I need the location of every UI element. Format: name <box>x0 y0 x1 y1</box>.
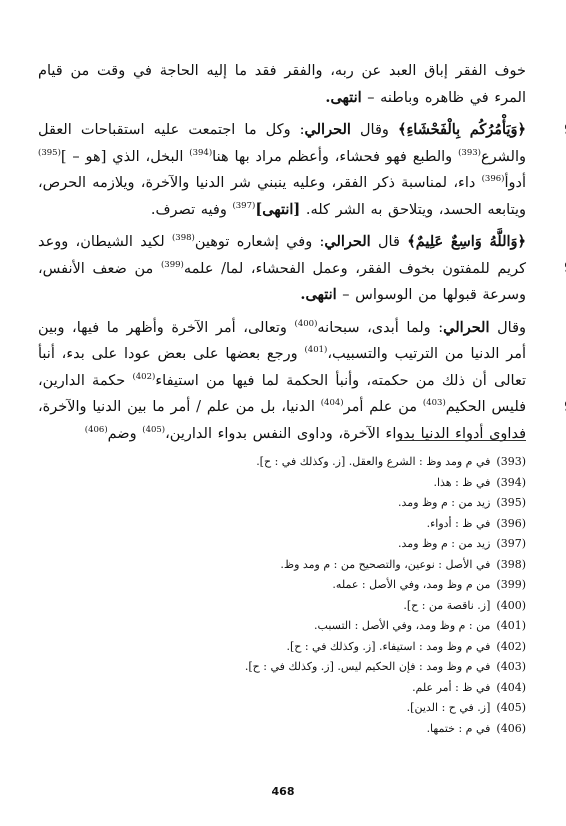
author-name: الحرالي <box>324 233 371 250</box>
footnote-number: (400) <box>496 598 526 612</box>
footnote-number: (396) <box>496 516 526 530</box>
text-run: من ضعف الأنفس، وسرعة قبولها من الوسواس – <box>38 260 526 303</box>
text-run: أدوأ <box>504 175 526 191</box>
footnote-item <box>146 616 526 637</box>
footnote-separator <box>396 440 526 441</box>
footnote-number: (393) <box>496 455 526 468</box>
footnote-item <box>146 657 526 678</box>
verse-94-paragraph <box>38 315 526 448</box>
text-run: وقال <box>359 122 389 138</box>
text-run: وفيه تصرف. <box>150 201 227 218</box>
footnote-ref[interactable]: (395) <box>38 147 61 158</box>
footnote-text: من م وظ ومد، وفي الأصل : عمله. <box>332 578 491 591</box>
intaha-mark: [انتهى] <box>255 200 301 218</box>
text-run: لكيد الشيطان، ووعد كريم للمفتون بخوف الفقر، وعمل الفحشاء، لما/ علمه <box>38 234 526 277</box>
quran-quote: ﴿وَيَأْمُرُكُم بِالْفَحْشَاءِ﴾ <box>397 121 527 138</box>
verse-92-paragraph <box>38 117 526 223</box>
paragraph-1 <box>38 58 526 111</box>
page-number: 468 <box>271 785 295 798</box>
footnote-ref[interactable]: (393) <box>458 147 481 158</box>
footnote-text: زيد من : م وظ ومد. <box>398 496 491 509</box>
footnote-number: (401) <box>496 619 526 632</box>
text-run: وتعالى، أمر الآخرة وأظهر ما فيها، وبين أمر الدنيا من الترتيب والتسبيب، <box>38 319 527 362</box>
footnote-item <box>146 719 526 740</box>
footnote-item <box>146 514 526 535</box>
text-run: البخل، الذي [هو – ] <box>60 148 184 165</box>
main-text <box>38 58 526 447</box>
footnote-ref[interactable]: (401) <box>304 345 328 356</box>
intaha-mark: انتهى. <box>325 88 362 106</box>
footnote-text: في ظ : أمر علم. <box>412 680 491 694</box>
footnote-ref[interactable]: (406) <box>84 424 108 435</box>
footnote-item <box>146 575 526 596</box>
footnote-text: [ز. ناقصة من : ح]. <box>403 598 491 612</box>
verse-93-paragraph <box>38 229 526 309</box>
text-run: وقال <box>497 319 526 336</box>
footnote-ref[interactable]: (405) <box>142 424 166 435</box>
footnote-ref[interactable]: (403) <box>422 398 446 409</box>
text-run: الدنيا، بل من علم / أمر ما بين الدنيا والآخرة، فداوى أدواء الدنيا بدواء الآخرة، وداوى النفس بدواء الدارين، <box>38 399 526 442</box>
footnote-text: في ظ : هذا. <box>433 475 491 489</box>
footnote-text: زيد من : م وظ ومد. <box>398 537 491 550</box>
footnote-text: في م وظ ومد : فإن الحكيم ليس. [ز. وكذلك في : ح]. <box>244 660 491 673</box>
footnote-number: (399) <box>496 578 526 591</box>
footnote-ref[interactable]: (394) <box>189 147 213 158</box>
footnote-ref[interactable]: (404) <box>320 398 344 409</box>
footnote-ref[interactable]: (402) <box>132 371 156 382</box>
text-run: : وكل ما اجتمعت عليه استقباحات العقل والشرع <box>38 122 527 165</box>
footnote-text: [ز. في ح : الدين]. <box>406 701 491 714</box>
author-name: الحرالي <box>304 121 351 138</box>
footnote-ref[interactable]: (396) <box>481 174 505 185</box>
quran-quote: ﴿وَاللَّهُ وَاسِعٌ عَلِيمٌ﴾ <box>407 233 527 250</box>
text-run: داء، لمناسبة ذكر الفقر، وعليه ينبني شر الدنيا والآخرة، ويلازمه الحرص، ويتابعه الحسد، ويتلاحق به الشر كله. <box>38 175 526 218</box>
footnote-item <box>146 555 526 576</box>
text-run: ظاهره وباطنه – <box>367 89 465 106</box>
footnote-number: (398) <box>496 557 526 571</box>
intaha-mark: انتهى. <box>300 286 337 303</box>
text-run: من علم أمر <box>343 399 418 415</box>
text-run: حكمة الدارين، فليس الحكيم <box>38 372 527 415</box>
footnote-item <box>146 473 526 494</box>
footnote-item <box>146 637 526 658</box>
footnote-item <box>146 678 526 699</box>
text-run: وضم <box>107 425 137 442</box>
text-run: والطبع فهو فحشاء، وأعظم مراد بها هنا <box>212 148 453 165</box>
text-run: : وفي إشعاره توهين <box>194 234 325 250</box>
footnote-number: (397) <box>496 537 526 550</box>
text-run: ورجع بعضها على بعض عودا على بدء، أنبأ تعالى أن ذلك من حكمته، وأنبأ الحكمة لما فيها من استيفاء <box>38 346 527 389</box>
footnote-text: في م : ختمها. <box>426 721 491 735</box>
footnote-ref[interactable]: (399) <box>160 259 184 270</box>
footnote-item <box>146 698 526 719</box>
footnote-number: (404) <box>496 680 526 694</box>
footnote-number: (402) <box>496 639 526 653</box>
footnote-item <box>146 493 526 514</box>
footnote-ref[interactable]: (398) <box>171 233 195 244</box>
footnote-text: من : م وظ ومد، وفي الأصل : التسبب. <box>314 619 491 632</box>
footnote-text: في م ومد وظ : الشرع والعقل. [ز. وكذلك في : ح]. <box>256 455 491 468</box>
footnote-text: في الأصل : نوعين، والتصحيح من : م ومد وظ. <box>280 557 491 571</box>
footnote-number: (405) <box>496 701 526 714</box>
footnote-text: في م وظ ومد : استيفاء. [ز. وكذلك في : ح]. <box>286 639 491 653</box>
text-run: : ولما أبدى، سبحانه <box>317 319 444 336</box>
footnote-number: (406) <box>496 721 526 735</box>
footnote-item <box>146 596 526 617</box>
author-name: الحرالي <box>443 318 490 336</box>
footnote-item <box>146 534 526 555</box>
footnote-number: (395) <box>496 496 526 509</box>
footnote-ref[interactable]: (400) <box>294 318 318 329</box>
footnotes-list <box>146 452 526 739</box>
footnote-ref[interactable]: (397) <box>232 200 256 211</box>
footnote-number: (394) <box>496 475 526 489</box>
footnote-text: في ظ : أدواء. <box>426 516 491 530</box>
text-run: قال <box>378 234 400 250</box>
footnote-item <box>146 452 526 473</box>
text-run: خوف الفقر إباق العبد عن ربه، والفقر فقد ما إليه الحاجة في وقت من قيام المرء في <box>38 63 526 106</box>
footnote-number: (403) <box>496 660 526 673</box>
